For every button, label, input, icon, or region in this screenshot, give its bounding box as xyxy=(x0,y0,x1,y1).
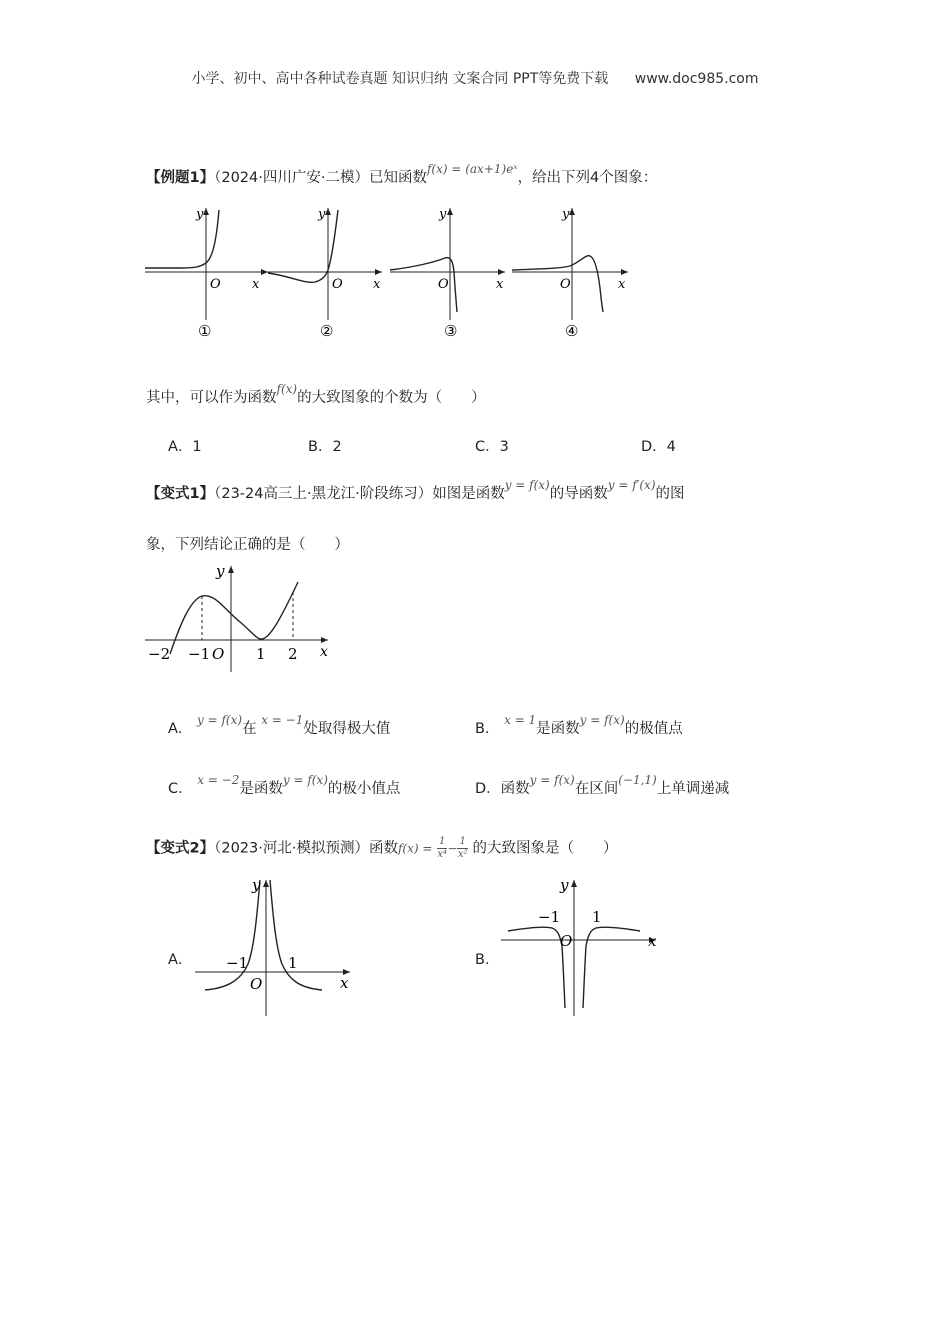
variant1-graph xyxy=(140,560,340,675)
variant2-source: （2023·河北·模拟预测）函数 xyxy=(214,840,398,857)
g2-x-label: x xyxy=(373,277,381,292)
option-math: x = 1 xyxy=(504,713,537,727)
variant1-dfx: y = f′(x) xyxy=(607,478,656,492)
va-pos1: 1 xyxy=(288,954,298,972)
variant2-graph-b[interactable] xyxy=(496,876,666,1021)
option-text: 在 xyxy=(242,721,257,737)
g2-origin-label: O xyxy=(332,277,343,292)
vb-y-label: y xyxy=(560,876,569,894)
option-math: (−1,1) xyxy=(618,773,657,787)
example1-option-c[interactable]: C．3 xyxy=(475,439,509,455)
option-text: 上单调递减 xyxy=(656,781,730,797)
v1-y-label: y xyxy=(216,562,225,580)
variant2-option-b-label[interactable]: B． xyxy=(475,952,500,968)
g3-y-label: y xyxy=(439,207,447,222)
example1-option-b[interactable]: B．2 xyxy=(308,439,342,455)
option-text: 处取得极大值 xyxy=(303,721,391,737)
option-math: y = f(x) xyxy=(529,773,575,787)
g1-y-label: y xyxy=(196,207,204,222)
variant2-option-a-label[interactable]: A． xyxy=(168,952,193,968)
g3-origin-label: O xyxy=(438,277,449,292)
g1-x-label: x xyxy=(252,277,260,292)
example1-tag: 【例题1】 xyxy=(146,170,215,186)
option-math: y = f(x) xyxy=(197,713,243,727)
option-label: A． xyxy=(168,721,193,737)
variant2-tag: 【变式2】 xyxy=(146,840,215,857)
option-text: 在区间 xyxy=(574,781,619,797)
frac-den: x⁴ xyxy=(437,849,448,860)
example1-question-pre: 其中，可以作为函数 xyxy=(146,390,277,406)
header-text: 小学、初中、高中各种试卷真题 知识归纳 文案合同 PPT等免费下载 xyxy=(191,71,609,87)
g2-y-label: y xyxy=(318,207,326,222)
variant1-stem xyxy=(146,478,685,503)
v1-origin-label: O xyxy=(212,645,225,663)
variant1-mid: 的导函数 xyxy=(549,486,608,502)
variant2-graph-a[interactable] xyxy=(190,876,360,1021)
vb-pos1: 1 xyxy=(592,908,602,926)
vb-x-label: x xyxy=(648,932,657,950)
graph-4 xyxy=(512,207,628,340)
graph-2 xyxy=(268,207,382,340)
example1-after: ，给出下列4个图象： xyxy=(517,170,658,186)
header-site: www.doc985.com xyxy=(634,71,759,87)
example1-stem xyxy=(146,162,658,187)
example1-formula: f(x) = (ax+1)eˣ xyxy=(426,162,518,176)
g4-origin-label: O xyxy=(560,277,571,292)
option-text: 是函数 xyxy=(536,721,580,737)
variant1-option-d[interactable] xyxy=(475,773,730,798)
variant1-option-a[interactable] xyxy=(168,713,391,738)
g3-x-label: x xyxy=(496,277,504,292)
graph-1 xyxy=(145,207,268,340)
v1-tick-2: 2 xyxy=(288,645,298,663)
va-origin-label: O xyxy=(250,975,263,993)
va-x-label: x xyxy=(340,974,349,992)
variant1-source: （23-24高三上·黑龙江·阶段练习）如图是函数 xyxy=(214,486,505,502)
v1-tick-neg2: −2 xyxy=(148,645,171,663)
frac-den: x² xyxy=(457,849,468,860)
va-neg1: −1 xyxy=(226,954,249,972)
example1-option-a[interactable]: A．1 xyxy=(168,439,202,455)
option-math: y = f(x) xyxy=(282,773,328,787)
example1-source: （2024·四川广安·二模）已知函数 xyxy=(214,170,427,186)
example1-question-fx: f(x) xyxy=(276,382,298,396)
option-text: 的极小值点 xyxy=(327,781,401,797)
g4-number: ④ xyxy=(565,322,579,340)
vb-origin-label: O xyxy=(560,932,573,950)
option-text: 是函数 xyxy=(239,781,283,797)
variant2-minus: − xyxy=(447,841,458,856)
page-header xyxy=(0,68,950,88)
frac-num: 1 xyxy=(459,836,466,847)
example1-graphs xyxy=(140,200,640,350)
g1-origin-label: O xyxy=(210,277,221,292)
g4-x-label: x xyxy=(618,277,626,292)
variant1-option-b[interactable] xyxy=(475,713,683,738)
g3-number: ③ xyxy=(444,322,458,340)
va-y-label: y xyxy=(252,876,261,894)
g2-number: ② xyxy=(320,322,334,340)
vb-neg1: −1 xyxy=(538,908,561,926)
g4-y-label: y xyxy=(562,207,570,222)
option-text: 的极值点 xyxy=(624,721,683,737)
example1-question-post: 的大致图象的个数为（ ） xyxy=(297,390,486,406)
option-math: x = −1 xyxy=(261,713,304,727)
example1-question xyxy=(146,382,486,407)
option-label: B． xyxy=(475,721,500,737)
option-label: D．函数 xyxy=(475,781,530,797)
variant1-option-c[interactable] xyxy=(168,773,401,798)
variant1-tag: 【变式1】 xyxy=(146,486,215,502)
example1-option-d[interactable]: D．4 xyxy=(641,439,676,455)
variant2-fx: f(x) = xyxy=(397,841,433,856)
g1-number: ① xyxy=(198,322,212,340)
v1-tick-1: 1 xyxy=(256,645,266,663)
variant1-fx: y = f(x) xyxy=(504,478,550,492)
variant2-frac2 xyxy=(457,836,467,861)
variant2-after: 的大致图象是（ ） xyxy=(472,840,618,857)
v1-tick-neg1: −1 xyxy=(188,645,211,663)
v1-x-label: x xyxy=(320,644,328,660)
option-math: x = −2 xyxy=(197,773,240,787)
variant2-stem xyxy=(146,836,617,861)
variant1-stem-line2: 象，下列结论正确的是（ ） xyxy=(146,537,349,553)
variant2-frac1 xyxy=(437,836,447,861)
graph-3 xyxy=(390,207,505,340)
variant1-end: 的图 xyxy=(655,486,685,502)
option-label: C． xyxy=(168,781,193,797)
option-math: y = f(x) xyxy=(579,713,625,727)
frac-num: 1 xyxy=(439,836,446,847)
